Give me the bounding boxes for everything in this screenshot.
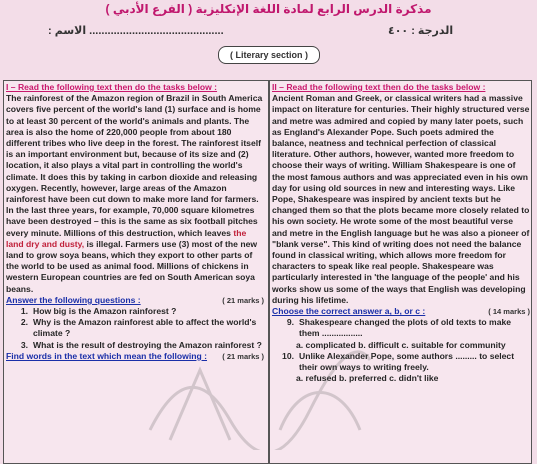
question-text: What is the result of destroying the Amazon rainforest ? [33, 339, 262, 350]
find-words-marks: ( 21 marks ) [222, 351, 264, 361]
questions-marks: ( 21 marks ) [222, 295, 264, 305]
item-number: 9. [286, 317, 294, 328]
choose-heading: Choose the correct answer a, b, or c : [272, 306, 426, 317]
choose-marks: ( 14 marks ) [488, 307, 530, 317]
left-passage-text: The rainforest of the Amazon region of Brazil in South America covers five percent of the world's land (1) surface and is home to at least 30 percent of the world's animals and plants. The area is also the home of 220,000 people from about 180 different tribes who live deep in the forest. The rainforest itself is an important environment but, because of its size and (2) location, it also plays a vital part in controlling the world's climate. It does this by taking in carbon dioxide and releasing oxygen. Recently, however, large areas of the Amazon rainforest have been cut down to make more land for farmers. In the last three years, for example, 70,000 square kilometres have been destroyed – this is the same as six football pitches every minute. Millions of this destruction, which leaves [6, 93, 263, 238]
left-passage-highlight: the land dry and dusty, [6, 227, 247, 249]
item-options: a. complicated b. difficult c. suitable for community [296, 339, 506, 350]
right-heading: II – Read the following text then do the tasks below : [272, 82, 486, 92]
name-grade-bar [8, 18, 529, 40]
name-label: ............................................ الاسم : [48, 25, 224, 37]
item-options: a. refused b. preferred c. didn't like [296, 373, 439, 384]
left-passage [6, 93, 264, 295]
question-number: 1. [20, 306, 28, 317]
item-text: Shakespeare changed the plots of old texts to make them ................. [299, 317, 512, 339]
section-badge: ( Literary section ) [218, 46, 320, 64]
list-item [6, 306, 264, 317]
page-title: مذكرة الدرس الرابع لمادة اللغة الإنكليزية ( الفرع الأدبي ) [105, 2, 432, 16]
question-text: Why is the Amazon rainforest able to affect the world's climate ? [33, 317, 257, 339]
right-passage: Ancient Roman and Greek, or classical writers had a massive impact on literature for centuries. Their highly structured verse and metre was admired and copied by many later poets, such as England's Alexander Pope. Such poets admired the balance, neatness and technical perfection of classical literature. Other authors, however, wanted more freedom to choose their ways of writing. William Shakespeare is one of the most famous authors and was appreciated even in his own day for using old sources in new and interesting ways. Like Pope, Shakespeare was inspired by ancient texts but he changed them so that the plots became more closely related to his own society. He wrote some of the most beautiful verse and metre in the English language but he was also a pioneer of "blank verse". This kind of writing does not need the balance found in classical writing, which allows more freedom for characters to speak like real people. Shakespeare was particularly interested in 'the language of the people' and his works show us some of the ways that English was developing during his lifetime. [272, 93, 530, 305]
left-passage-text-end: is illegal. Farmers use (3) most of the new land to grow soya beans, which they export to other parts of the world to be used as animal food. Millions of chickens in western European countries are fed on South American soya beans. [6, 238, 258, 294]
questions-heading: Answer the following questions : [6, 294, 141, 305]
find-words-heading: Find words in the text which mean the following : [6, 350, 208, 361]
grade-label: الدرجة : ٤٠٠ [388, 25, 454, 37]
question-number: 2. [20, 317, 28, 328]
watermark-logo [130, 330, 390, 450]
questions-header [6, 295, 264, 306]
question-number: 3. [20, 339, 28, 350]
item-text: Unlike Alexander Pope, some authors ......... to select their own ways to writing freely. [299, 350, 515, 373]
question-text: How big is the Amazon rainforest ? [33, 306, 177, 317]
left-column [6, 82, 264, 362]
left-heading: I – Read the following text then do the tasks below : [6, 82, 218, 92]
choose-header [272, 306, 530, 317]
item-number: 10. [282, 350, 294, 361]
